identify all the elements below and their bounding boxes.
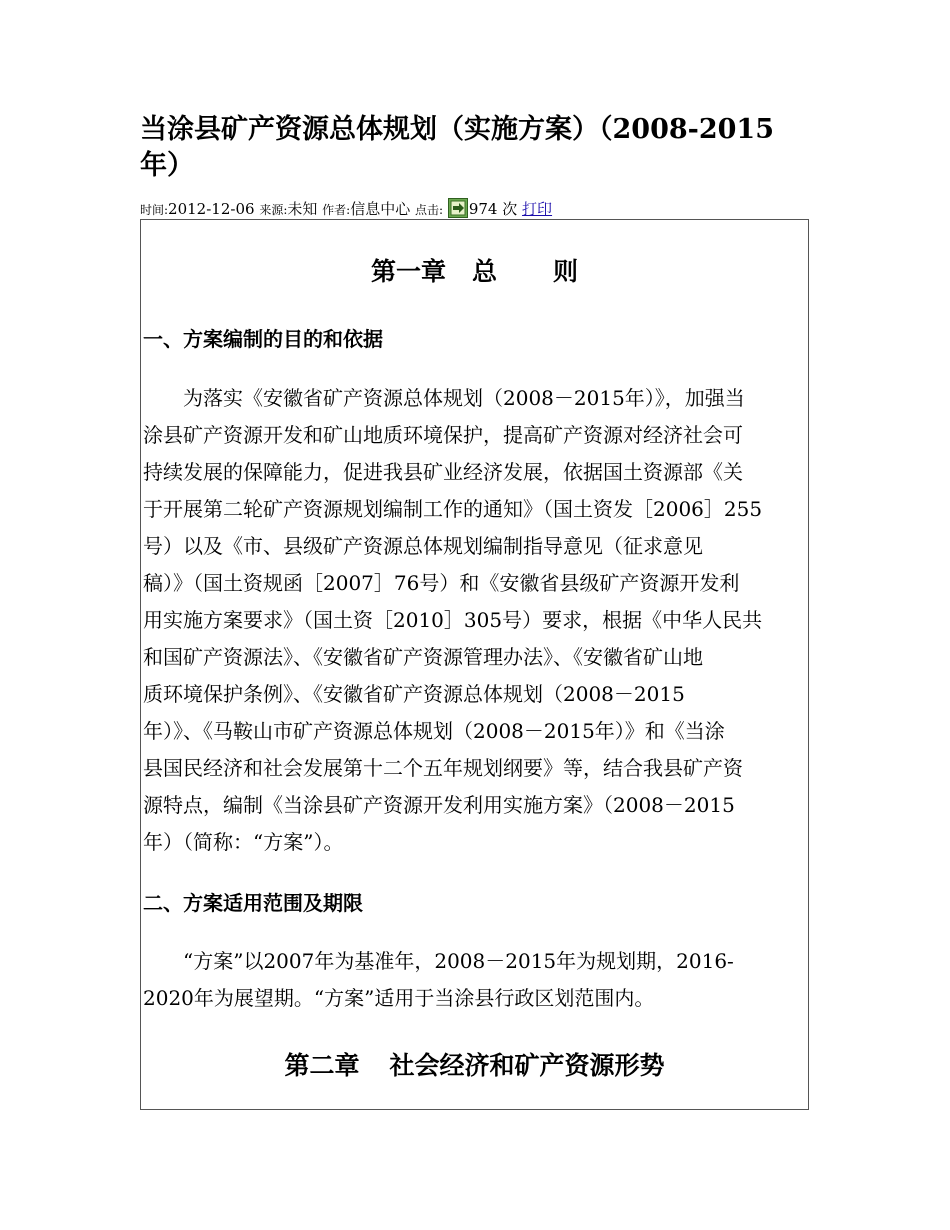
chapter-2-heading: [141, 1046, 808, 1082]
paragraph-line: 质环境保护条例》、《安徽省矿产资源总体规划（2008－2015: [143, 682, 685, 706]
chapter-1-heading: [141, 252, 808, 288]
paragraph-line: 年）》、《马鞍山市矿产资源总体规划（2008－2015年）》和《当涂: [143, 719, 725, 743]
paragraph-line: 县国民经济和社会发展第十二个五年规划纲要》等，结合我县矿产资: [143, 756, 743, 780]
chapter-1-title-part: 则: [553, 257, 579, 286]
author-label: 作者:: [322, 203, 351, 217]
time-value: 2012-12-06: [168, 200, 255, 218]
paragraph-line: 于开展第二轮矿产资源规划编制工作的通知》（国土资发［2006］255: [143, 497, 763, 521]
chapter-2-title: 社会经济和矿产资源形势: [389, 1051, 665, 1080]
section-1-heading: 一、方案编制的目的和依据: [143, 327, 383, 351]
paragraph-line: 源特点，编制《当涂县矿产资源开发利用实施方案》（2008－2015: [143, 793, 735, 817]
paragraph-line: 2020年为展望期。“方案”适用于当涂县行政区划范围内。: [143, 986, 655, 1010]
section-1-paragraph: [143, 380, 811, 861]
paragraph-line: 年）（简称：“方案”）。: [143, 830, 344, 854]
paragraph-line: 稿）》（国土资规函［2007］76号）和《安徽省县级矿产资源开发利: [143, 571, 740, 595]
chapter-1-title-part: 总: [471, 257, 497, 286]
time-label: 时间:: [140, 203, 169, 217]
paragraph-line: 号）以及《市、县级矿产资源总体规划编制指导意见（征求意见: [143, 534, 703, 558]
section-2-heading: 二、方案适用范围及期限: [143, 891, 363, 915]
clicks-label: 点击:: [415, 203, 444, 217]
paragraph-line: 持续发展的保障能力，促进我县矿业经济发展，依据国土资源部《关: [143, 460, 743, 484]
article-title: [140, 112, 800, 184]
author-value: 信息中心: [350, 200, 411, 218]
clicks-value: 974: [468, 200, 498, 218]
paragraph-line: 和国矿产资源法》、《安徽省矿产资源管理办法》、《安徽省矿山地: [143, 645, 703, 669]
print-link[interactable]: 打印: [522, 200, 553, 218]
paragraph-line: “方案”以2007年为基准年，2008－2015年为规划期，2016-: [143, 949, 734, 973]
article-title-line: 年）: [140, 150, 194, 181]
paragraph-line: 涂县矿产资源开发和矿山地质环境保护，提高矿产资源对经济社会可: [143, 423, 743, 447]
source-label: 来源:: [259, 203, 288, 217]
paragraph-line: 为落实《安徽省矿产资源总体规划（2008－2015年）》，加强当: [143, 386, 745, 410]
article-body: [140, 219, 809, 1110]
clicks-unit: 次: [502, 200, 518, 218]
source-value: 未知: [287, 200, 318, 218]
page-views-icon: [448, 198, 468, 218]
article-title-line: 当涂县矿产资源总体规划（实施方案）（2008-2015: [140, 114, 774, 145]
chapter-1-number: 第一章: [370, 257, 446, 286]
chapter-2-number: 第二章: [284, 1051, 360, 1080]
section-2-paragraph: [143, 943, 811, 1017]
paragraph-line: 用实施方案要求》（国土资［2010］305号）要求，根据《中华人民共: [143, 608, 763, 632]
